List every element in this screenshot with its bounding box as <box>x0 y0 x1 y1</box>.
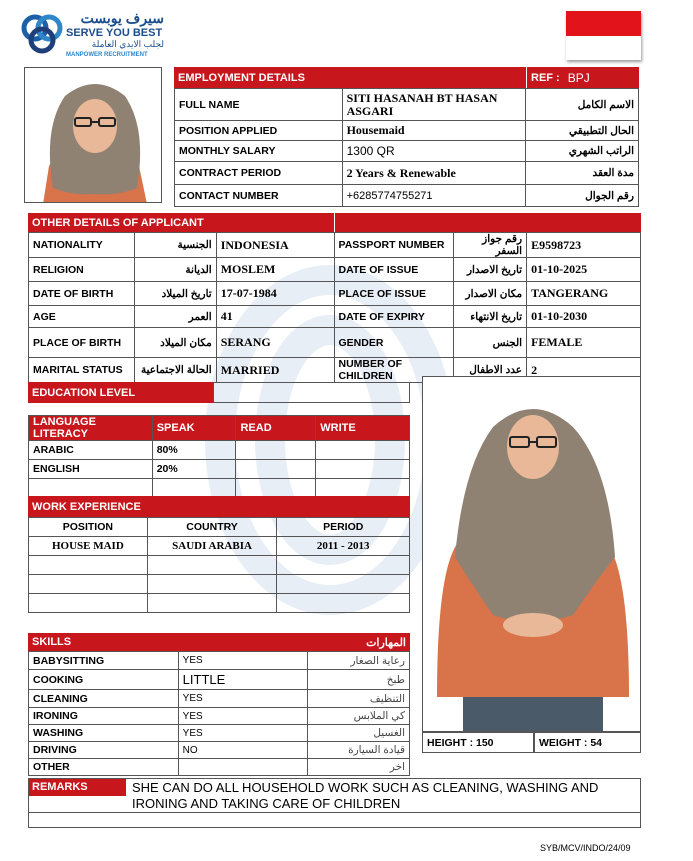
language-header-row: LANGUAGE LITERACY SPEAK READ WRITE <box>29 416 410 441</box>
skills-table <box>28 651 410 776</box>
skill-row: DRIVING NO قيادة السيارة <box>29 742 410 759</box>
logo-knot-icon <box>20 12 64 56</box>
skill-row: WASHING YES الغسيل <box>29 725 410 742</box>
flag-bottom-band <box>566 36 641 61</box>
skill-row: OTHER اخر <box>29 759 410 776</box>
work-experience-header-right <box>219 496 410 517</box>
brand-arabic-sub: لجلب الايدي العاملة <box>91 39 164 49</box>
employment-table <box>174 88 639 207</box>
ref-value: BPJ <box>567 70 590 85</box>
weight-value: WEIGHT : 54 <box>534 732 641 753</box>
education-header: EDUCATION LEVEL <box>28 382 213 403</box>
applicant-photo-small <box>24 67 162 203</box>
other-row: AGE العمر 41 DATE OF EXPIRY تاريخ الانتهاء 01-10-2030 <box>29 306 641 328</box>
flag-top-band <box>566 11 641 36</box>
language-row <box>29 479 410 498</box>
work-row <box>29 594 410 613</box>
other-details-table <box>28 232 641 383</box>
work-row <box>29 575 410 594</box>
remarks-line-2: IRONING AND TAKING CARE OF CHILDREN <box>132 796 401 811</box>
skills-header-ar: المهارات <box>238 633 410 651</box>
other-row: NATIONALITY الجنسية INDONESIA PASSPORT NUMBER رقم جواز السفر E9598723 <box>29 233 641 258</box>
emp-row-contact: CONTACT NUMBER +6285774755271 رقم الجوال <box>175 185 639 207</box>
height-value: HEIGHT : 150 <box>422 732 534 753</box>
company-logo <box>20 12 170 62</box>
language-table <box>28 415 410 498</box>
brand-sub: MANPOWER RECRUITMENT <box>66 52 148 58</box>
skill-row: IRONING YES كي الملابس <box>29 708 410 725</box>
other-row: DATE OF BIRTH تاريخ الميلاد 17-07-1984 PLACE OF ISSUE مكان الاصدار TANGERANG <box>29 282 641 306</box>
indonesia-flag <box>566 11 641 60</box>
education-value <box>213 382 410 403</box>
work-columns-row: POSITION COUNTRY PERIOD <box>29 518 410 537</box>
other-details-header-right <box>335 213 641 232</box>
emp-row-contract: CONTRACT PERIOD 2 Years & Renewable مدة العقد <box>175 162 639 185</box>
skill-row: COOKING LITTLE طبخ <box>29 670 410 690</box>
work-experience-header: WORK EXPERIENCE <box>28 496 219 517</box>
emp-row-salary: MONTHLY SALARY 1300 QR الراتب الشهري <box>175 141 639 162</box>
other-row: RELIGION الديانة MOSLEM DATE OF ISSUE تاريخ الاصدار 01-10-2025 <box>29 258 641 282</box>
brand-name: SERVE YOU BEST <box>66 27 163 39</box>
footer-code: SYB/MCV/INDO/24/09 <box>540 843 631 853</box>
skills-header: SKILLS <box>28 633 238 651</box>
language-row: ENGLISH 20% <box>29 460 410 479</box>
work-row <box>29 556 410 575</box>
remarks-label: REMARKS <box>28 778 126 796</box>
skill-row: BABYSITTING YES رعاية الصغار <box>29 652 410 670</box>
other-row: PLACE OF BIRTH مكان الميلاد SERANG GENDER الجنس FEMALE <box>29 328 641 358</box>
remarks-divider <box>28 812 641 813</box>
work-experience-table <box>28 517 410 613</box>
work-row: HOUSE MAID SAUDI ARABIA 2011 - 2013 <box>29 537 410 556</box>
ref-label: REF : BPJ <box>527 67 639 88</box>
full-name-value: SITI HASANAH BT HASAN ASGARI <box>342 89 526 121</box>
employment-header: EMPLOYMENT DETAILS <box>174 67 526 88</box>
applicant-photo-full <box>422 376 641 732</box>
other-row: MARITAL STATUS الحالة الاجتماعية MARRIED NUMBER OF CHILDREN عدد الاطفال 2 <box>29 358 641 383</box>
emp-row-full-name: FULL NAME SITI HASANAH BT HASAN ASGARI الاسم الكامل <box>175 89 639 121</box>
other-details-header: OTHER DETAILS OF APPLICANT <box>28 213 334 232</box>
remarks-line-1: SHE CAN DO ALL HOUSEHOLD WORK SUCH AS CLEANING, WASHING AND <box>132 780 599 795</box>
language-row: ARABIC 80% <box>29 441 410 460</box>
brand-arabic-name: سيرف يوبست <box>80 10 164 26</box>
emp-row-position: POSITION APPLIED Housemaid الحال التطبيقي <box>175 121 639 141</box>
skill-row: CLEANING YES التنظيف <box>29 690 410 708</box>
